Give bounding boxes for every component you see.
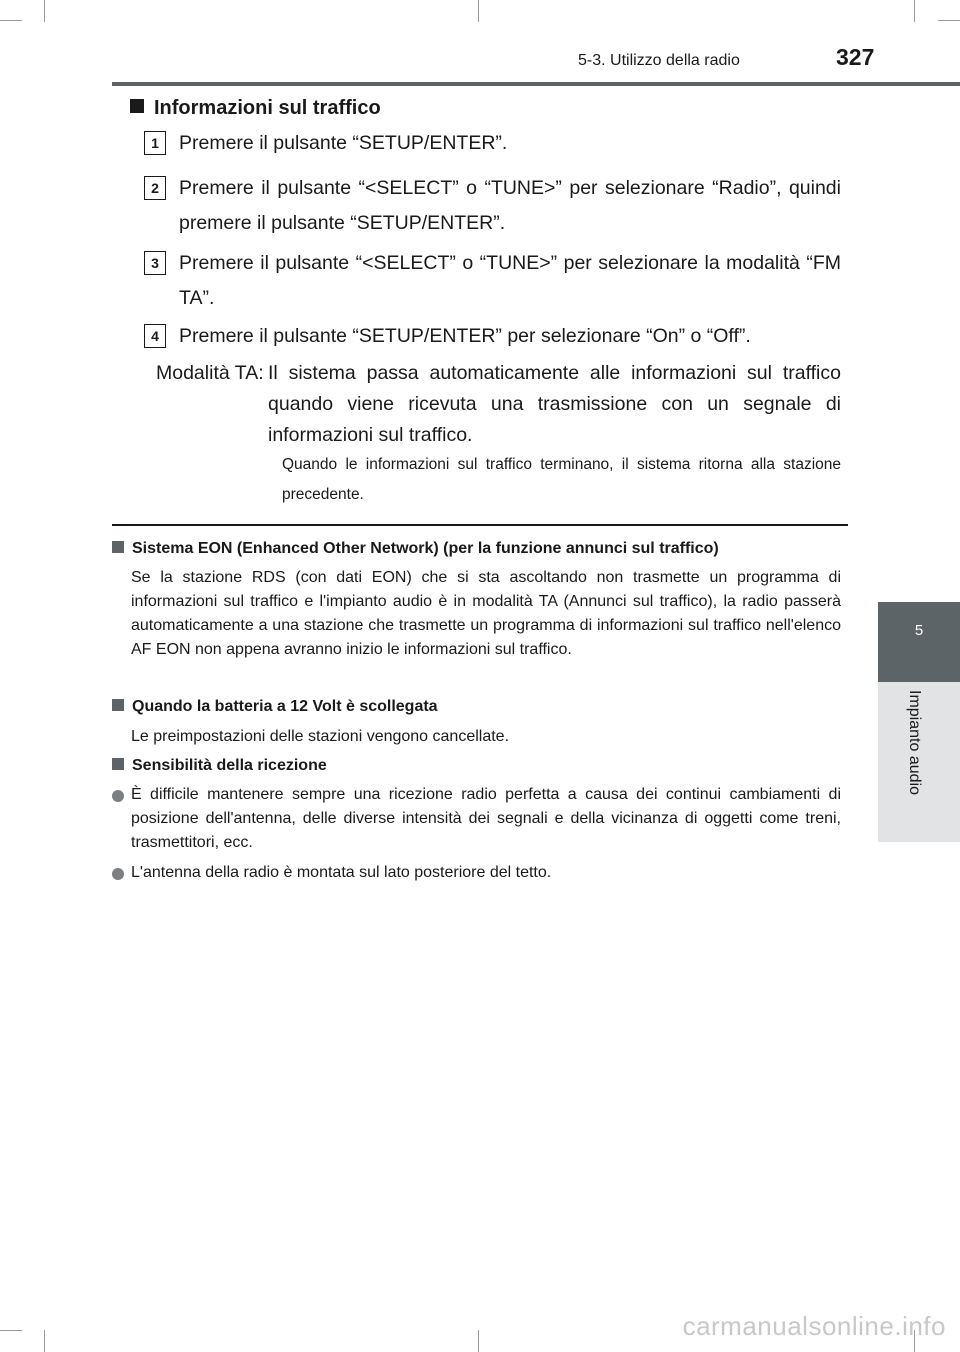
running-header: 5-3. Utilizzo della radio (578, 52, 740, 69)
crop-mark (0, 20, 22, 21)
step-text: Premere il pulsante “<SELECT” o “TUNE>” per selezionare la modalità “FM TA”. (179, 252, 841, 309)
crop-mark (914, 0, 915, 22)
square-bullet-icon (112, 699, 124, 711)
note-title (112, 540, 719, 558)
crop-mark (0, 1330, 22, 1331)
crop-mark (478, 0, 479, 22)
bullet-text: È difficile mantenere sempre una ricezione radio perfetta a causa dei continui cambiamenti di posizione dell'antenna, delle diverse intensità dei segnali e della vicinanza di oggetti come treni, trasmettitori, ecc. (131, 786, 841, 851)
crop-mark (478, 1330, 479, 1352)
chapter-title: Impianto audio (906, 690, 923, 795)
step-text: Premere il pulsante “SETUP/ENTER” per selezionare “On” o “Off”. (179, 325, 751, 347)
section-title (130, 97, 381, 120)
square-bullet-icon (130, 99, 144, 113)
round-bullet-icon (112, 868, 124, 880)
note-title-text: Sensibilità della ricezione (132, 757, 327, 774)
chapter-tab (878, 602, 960, 682)
note-body: Se la stazione RDS (con dati EON) che si sta ascoltando non trasmette un programma di informazioni sul traffico e l'impianto audio è in modalità TA (Annunci sul traffico), la radio passerà automaticamente a una stazione che trasmette un programma di informazioni sul traffico nell'elenco AF EON non appena avranno inizio le informazioni sul traffico. (131, 569, 841, 658)
header-rule (112, 82, 960, 86)
ta-mode-note: Quando le informazioni sul traffico terminano, il sistema ritorna alla stazione precedente. (282, 456, 841, 503)
step-text: Premere il pulsante “SETUP/ENTER”. (179, 132, 508, 154)
crop-mark (938, 20, 960, 21)
square-bullet-icon (112, 541, 124, 553)
note-title-text: Sistema EON (Enhanced Other Network) (per la funzione annunci sul traffico) (132, 540, 719, 557)
round-bullet-icon (112, 790, 124, 802)
note-title-text: Quando la batteria a 12 Volt è scollegata (132, 698, 438, 715)
crop-mark (44, 1330, 45, 1352)
step-number-badge: 3 (144, 251, 166, 275)
step-number-badge: 1 (144, 131, 166, 155)
section-divider (112, 524, 848, 526)
page-number: 327 (836, 44, 875, 70)
note-title (112, 698, 438, 716)
step-number-badge: 4 (144, 324, 166, 348)
ta-mode-description: Il sistema passa automaticamente alle informazioni sul traffico quando viene ricevuta una trasmissione con un segnale di informazioni sul traffico. (268, 362, 841, 446)
chapter-number: 5 (914, 622, 924, 639)
crop-mark (44, 0, 45, 22)
step-number-badge: 2 (144, 176, 166, 200)
bullet-text: L'antenna della radio è montata sul lato posteriore del tetto. (131, 864, 552, 881)
note-body: Le preimpostazioni delle stazioni vengono cancellate. (131, 728, 510, 745)
watermark: carmanualsonline.info (682, 1311, 946, 1341)
square-bullet-icon (112, 758, 124, 770)
section-title-text: Informazioni sul traffico (154, 97, 381, 119)
step-text: Premere il pulsante “<SELECT” o “TUNE>” per selezionare “Radio”, quindi premere il pulsante “SETUP/ENTER”. (179, 177, 841, 234)
ta-mode-label: Modalità TA: (156, 362, 264, 384)
note-title (112, 757, 327, 775)
